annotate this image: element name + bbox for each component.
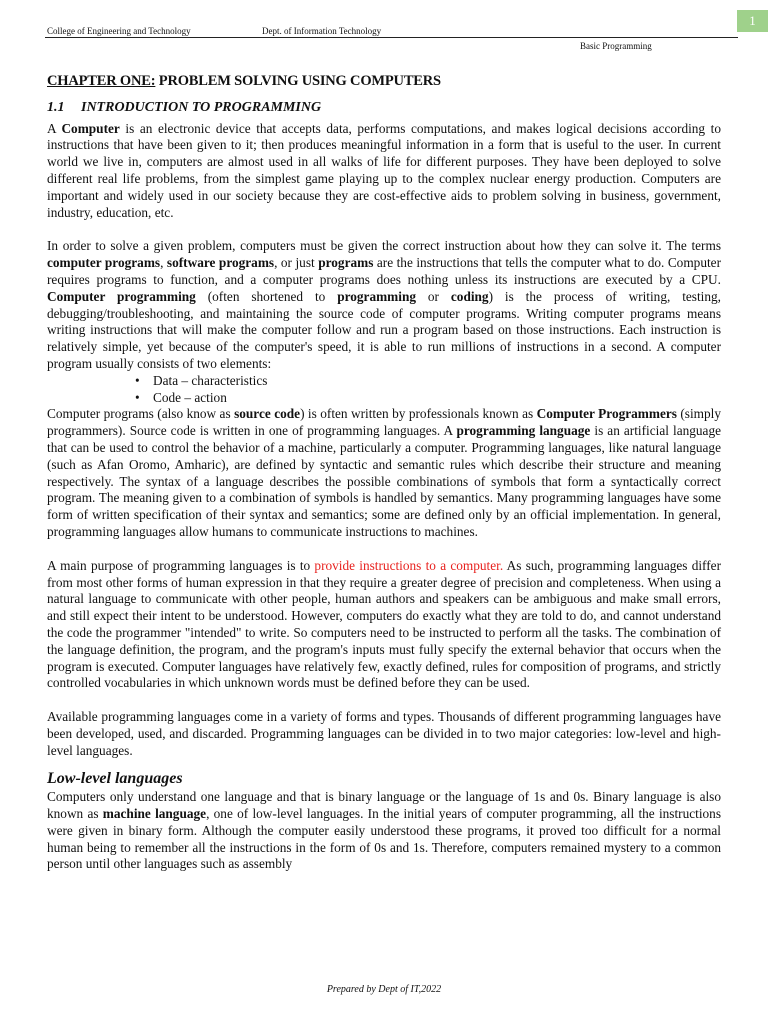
text: ,	[160, 255, 167, 271]
bold-term: programming language	[456, 423, 591, 439]
document-body	[47, 73, 721, 873]
chapter-label: CHAPTER ONE:	[47, 73, 156, 89]
bold-term: source code	[234, 406, 301, 422]
header-course: Basic Programming	[580, 41, 652, 51]
bold-term: coding	[450, 288, 489, 304]
text: , one of low-level languages. In the initial years of computer programming, all the instructions were given in binary form. Although the computer easily understood these programs, it proved too difficult for a normal human being to remember all the instructions in the form of 0s and 1s. Therefore, computers remained mystery to a common person until other languages such as assembly	[47, 806, 721, 872]
bold-term: Computer programming	[47, 288, 196, 304]
text: A	[47, 120, 62, 136]
section-title: INTRODUCTION TO PROGRAMMING	[81, 99, 322, 115]
bold-term: programming	[337, 288, 416, 304]
text: is an electronic device that accepts data, performs computations, and makes logical decisions according to instructions that have been given to it; then produces meaningful information in a form that is useful to the user. In current world we live in, computers are almost used in all walks of life for different purposes. They have been deployed to solve different real life problems, from the simplest game playing up to the complex nuclear energy production. Computers are important and widely used in our society because they are cost-effective aids to problem solving in business, government, industry, education, etc.	[47, 120, 721, 220]
paragraph-available-languages: Available programming languages come in a variety of forms and types. Thousands of different programming languages have been developed, used, and discarded. Programming languages can be divided in to two major categories: low-level and high-level languages.	[47, 709, 721, 758]
text: ) is the process of writing, testing, debugging/troubleshooting, and maintaining the source code of computer programs. Writing computer programs means writing instructions that will make the computer follow and run a program based on those instructions. Each instruction is relatively simple, yet because of the computer's speed, it is able to run millions of instructions in a second. A computer program usually consists of two elements:	[47, 288, 721, 371]
text: A main purpose of programming languages is to	[47, 557, 315, 573]
paragraph-low-level	[47, 789, 721, 873]
subheading-low-level: Low-level languages	[47, 770, 183, 788]
text: is an artificial language that can be used to control the behavior of a machine, particularly a computer. Programming languages, like natural language (such as Afan Oromo, Amharic), are defined by syntactic and semantic rules which describe their structure and meaning respectively. The syntax of a language describes the possible combinations of symbols that form a syntactically correct program. The meaning given to a combination of symbols is handled by semantics. Many programming languages have some form of written specification of their syntax and semantics; some are defined only by an official implementation. In general, programming languages allow humans to communicate instructions to machines.	[47, 423, 721, 539]
bold-term: Computer	[61, 120, 120, 136]
bold-term: computer programs	[47, 255, 161, 271]
header-department: Dept. of Information Technology	[262, 26, 382, 36]
header-college: College of Engineering and Technology	[47, 26, 191, 36]
text: or	[416, 288, 451, 304]
section-number: 1.1	[47, 99, 65, 115]
page-number-badge: 1	[737, 10, 768, 32]
list-item: • Data – characteristics	[153, 373, 721, 390]
bold-term: Computer Programmers	[536, 406, 677, 422]
text: Computer programs (also know as	[47, 406, 235, 422]
text: are the instructions that tells the computer what to do. Computer requires programs to function, and a computer programs does nothing unless its instructions are executed by a CPU.	[47, 255, 721, 287]
text: As such, programming languages differ from most other forms of human expression in that they require a greater degree of precision and completeness. When using a natural language to communicate with other people, human authors and speakers can be ambiguous and make small errors, and still expect their intent to be understood. However, computers do exactly what they are told to do, and cannot understand the code the programmer "intended" to write. So computers need to be instructed to perform all the tasks. The combination of the language definition, the program, and the program's inputs must fully specify the external behavior that occurs when the program is executed. Computer languages have relatively few, exactly defined, rules for composition of programs, and strictly controlled vocabularies in which unknown words must be defined before they can be used.	[47, 557, 722, 691]
text: (often shortened to	[195, 288, 338, 304]
text: ) is often written by professionals known as	[300, 406, 537, 422]
chapter-title	[47, 73, 721, 90]
text: , or just	[274, 255, 319, 271]
page-footer: Prepared by Dept of IT,2022	[326, 984, 442, 995]
paragraph-computer-definition	[47, 121, 721, 222]
text: Computers only understand one language and that is binary language or the language of 1s and 0s. Binary language is also known as	[47, 789, 721, 822]
highlighted-text: provide instructions to a computer.	[314, 557, 504, 573]
bold-term: machine language	[102, 806, 207, 822]
chapter-name: PROBLEM SOLVING USING COMPUTERS	[155, 73, 441, 89]
elements-list	[47, 373, 721, 407]
paragraph-programs	[47, 238, 721, 372]
text: (simply programmers). Source code is written in one of programming languages. A	[47, 406, 721, 439]
header-rule	[45, 37, 738, 38]
section-heading	[47, 100, 721, 117]
paragraph-source-code	[47, 406, 721, 540]
bold-term: software programs	[166, 255, 275, 271]
text: In order to solve a given problem, computers must be given the correct instruction about how they can solve it. The terms	[47, 238, 721, 254]
bold-term: programs	[318, 255, 374, 271]
paragraph-main-purpose	[47, 558, 721, 692]
list-item: • Code – action	[153, 390, 721, 407]
